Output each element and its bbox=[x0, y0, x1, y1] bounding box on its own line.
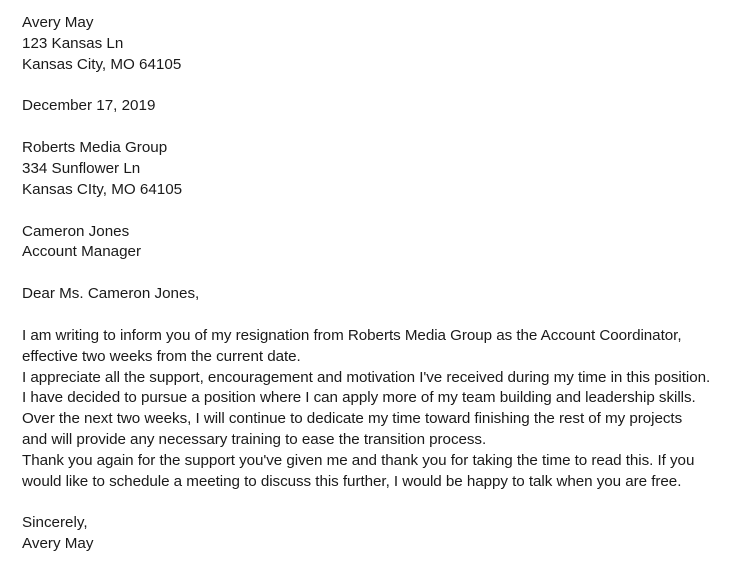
body-line: and will provide any necessary training to ease the transition process. bbox=[22, 430, 487, 448]
body-line: Thank you again for the support you've given me and thank you for taking the time to read this. If you bbox=[22, 451, 695, 469]
body-line: effective two weeks from the current date. bbox=[22, 347, 301, 365]
letter-body bbox=[22, 326, 742, 492]
date-block bbox=[22, 96, 742, 117]
recipient-company-block bbox=[22, 138, 742, 200]
letter-date: December 17, 2019 bbox=[22, 97, 156, 115]
salutation-block bbox=[22, 284, 742, 305]
sender-address-block bbox=[22, 13, 742, 75]
letter-document bbox=[22, 13, 742, 555]
body-line: I am writing to inform you of my resignation from Roberts Media Group as the Account Coordinator, bbox=[22, 326, 682, 344]
sender-street: 123 Kansas Ln bbox=[22, 34, 124, 52]
recipient-company-street: 334 Sunflower Ln bbox=[22, 159, 141, 177]
body-line: I appreciate all the support, encouragement and motivation I've received during my time in this position. bbox=[22, 368, 711, 386]
recipient-person-block bbox=[22, 222, 742, 264]
sender-city-state-zip: Kansas City, MO 64105 bbox=[22, 55, 182, 73]
body-line: would like to schedule a meeting to discuss this further, I would be happy to talk when you are free. bbox=[22, 472, 682, 490]
body-line: Over the next two weeks, I will continue to dedicate my time toward finishing the rest of my projects bbox=[22, 410, 683, 428]
signature-name: Avery May bbox=[22, 535, 94, 553]
closing-block bbox=[22, 513, 742, 555]
valediction: Sincerely, bbox=[22, 514, 88, 532]
body-line: I have decided to pursue a position where I can apply more of my team building and leadership skills. bbox=[22, 389, 696, 407]
sender-name: Avery May bbox=[22, 14, 94, 31]
recipient-person-name: Cameron Jones bbox=[22, 222, 130, 240]
recipient-person-title: Account Manager bbox=[22, 243, 142, 261]
recipient-company-city-state-zip: Kansas CIty, MO 64105 bbox=[22, 180, 183, 198]
recipient-company-name: Roberts Media Group bbox=[22, 139, 168, 157]
salutation: Dear Ms. Cameron Jones, bbox=[22, 285, 200, 303]
